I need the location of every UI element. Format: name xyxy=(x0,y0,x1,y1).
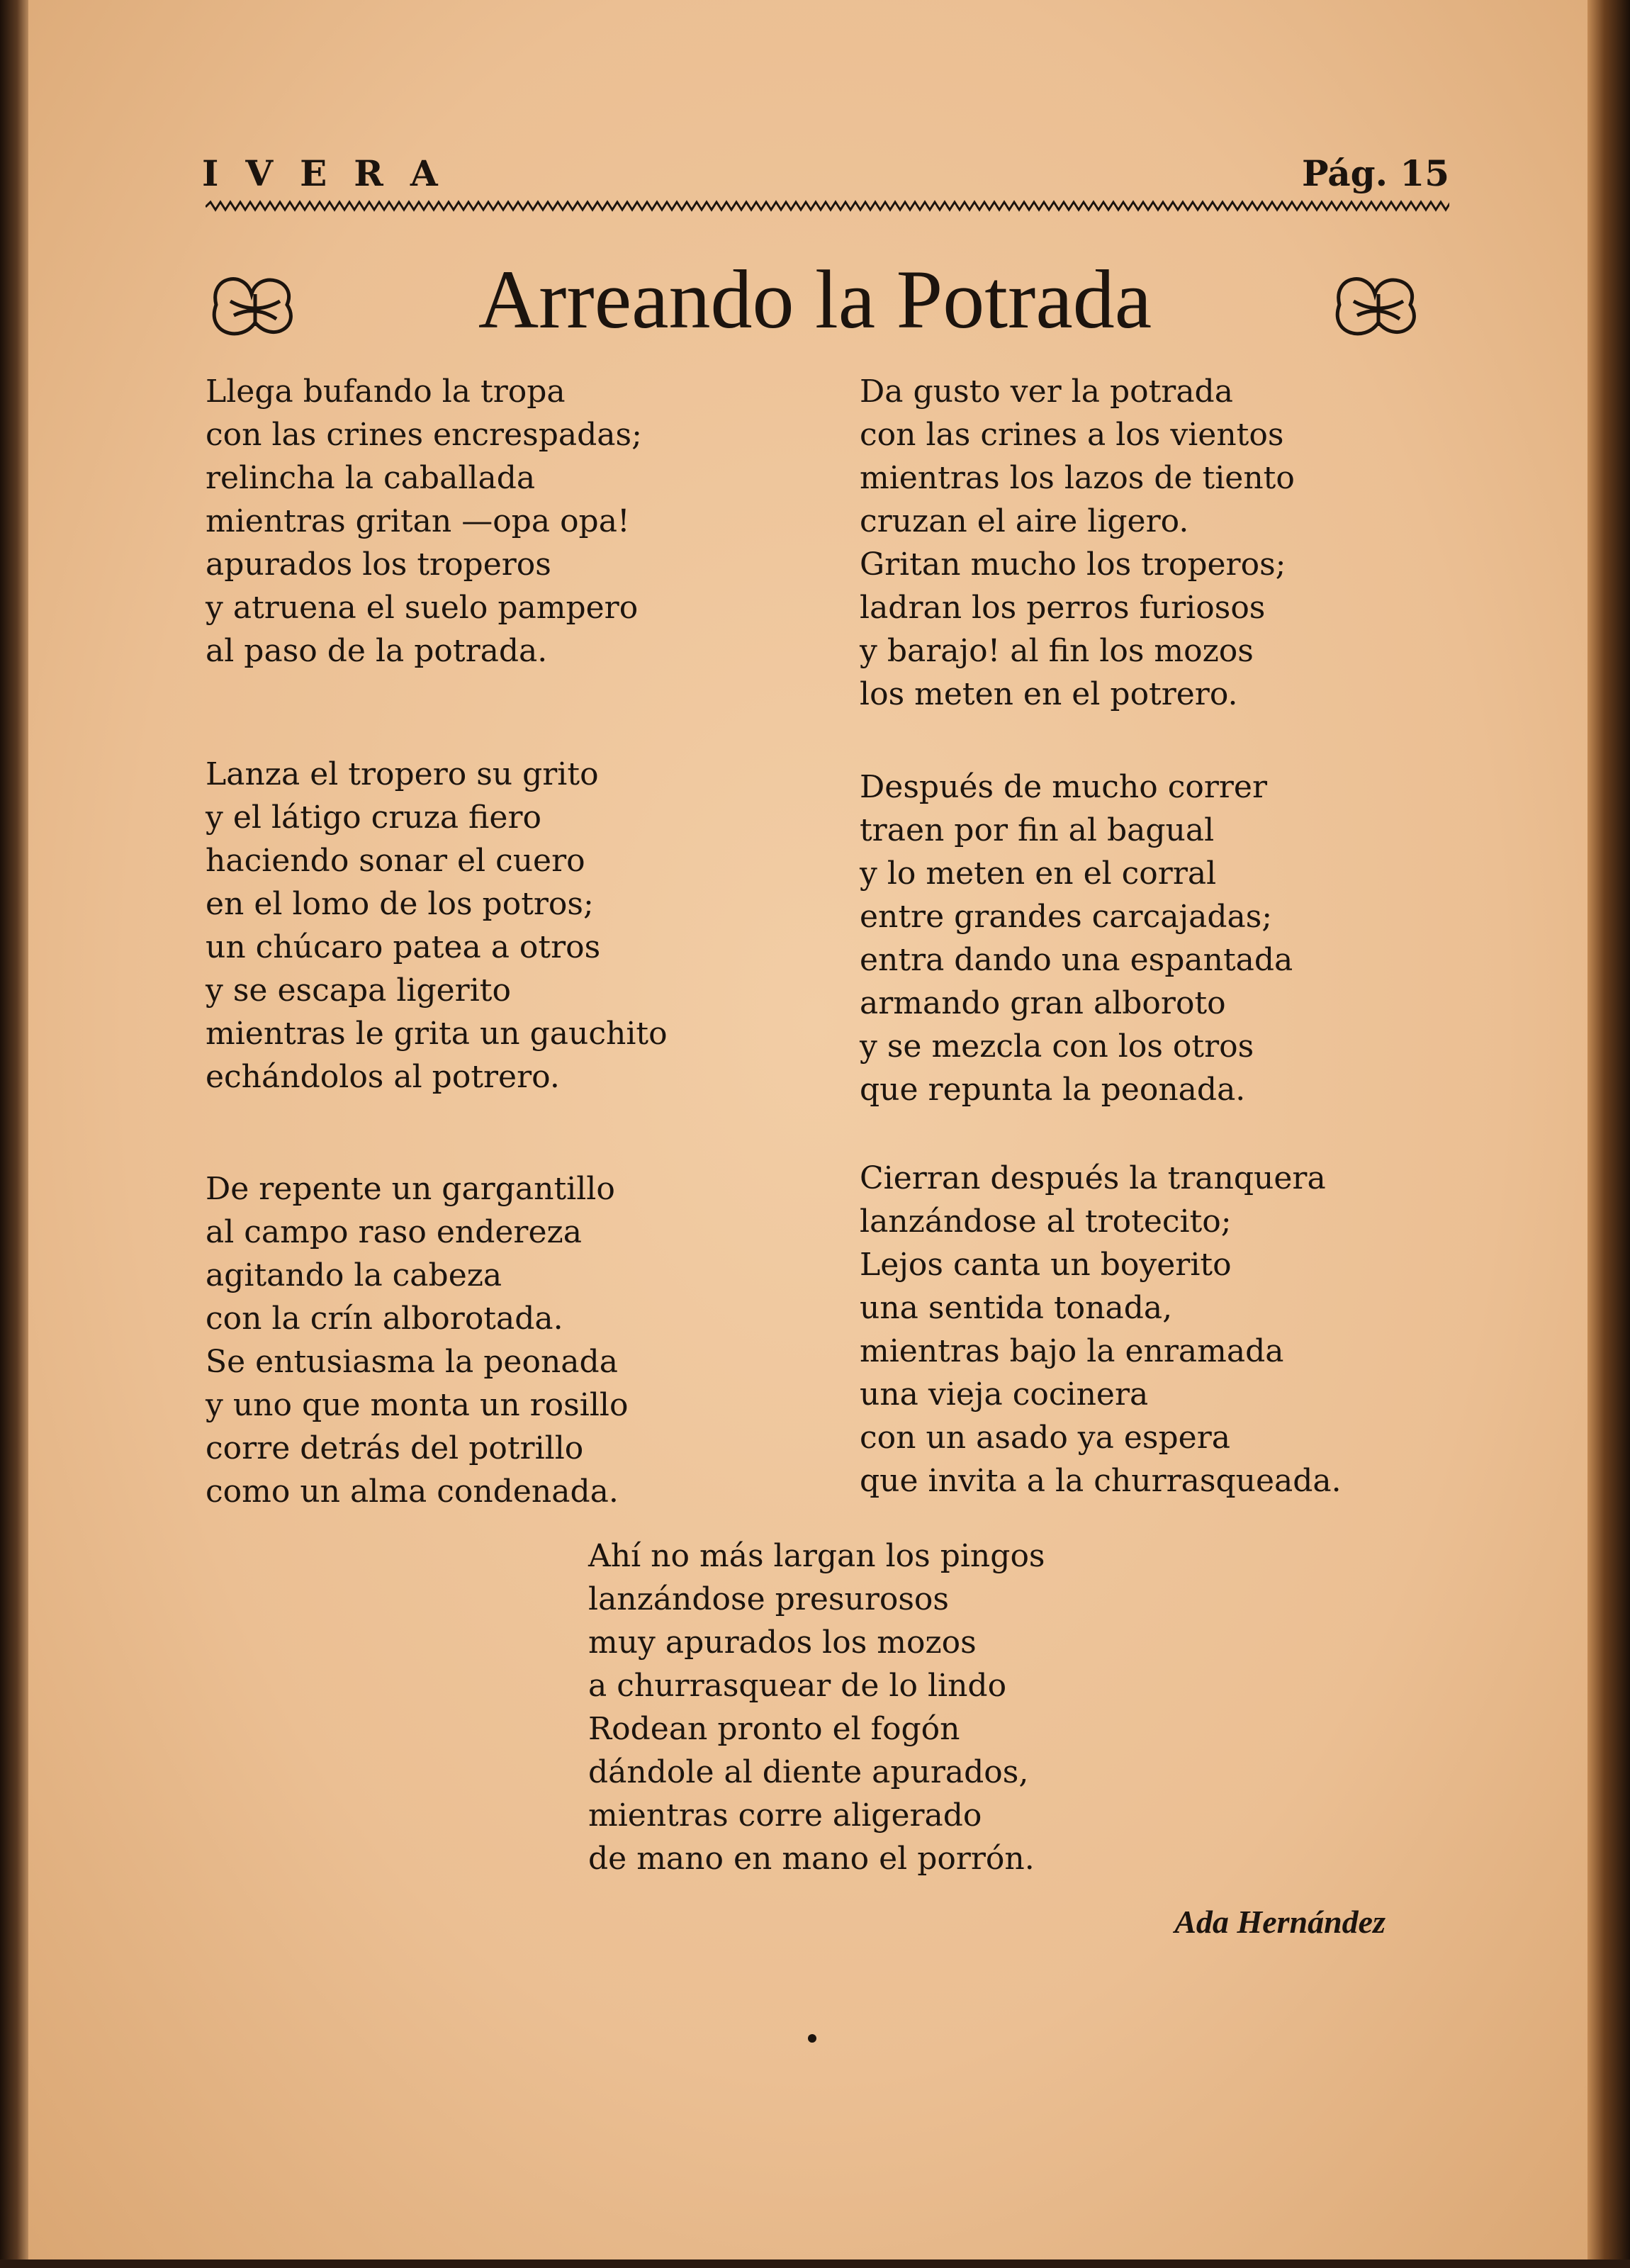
poem-line: Después de mucho correr xyxy=(860,769,1267,805)
poem-line: mientras gritan —opa opa! xyxy=(206,503,630,539)
poem-line: y atruena el suelo pampero xyxy=(206,590,639,626)
poem-line: de mano en mano el porrón. xyxy=(588,1841,1035,1877)
poem-line: echándolos al potrero. xyxy=(206,1059,560,1095)
poem-line: un chúcaro patea a otros xyxy=(206,929,601,965)
wavy-rule xyxy=(206,200,1449,214)
poem-line: al paso de la potrada. xyxy=(206,633,548,669)
stanza-7 xyxy=(588,1534,1045,1880)
poem-line: mientras bajo la enramada xyxy=(860,1333,1284,1369)
poem-line: Gritan mucho los troperos; xyxy=(860,546,1286,583)
poem-line: Cierran después la tranquera xyxy=(860,1160,1326,1196)
ornament-dot xyxy=(808,2034,816,2043)
poem-line: lanzándose presurosos xyxy=(588,1581,949,1617)
poem-line: con la crín alborotada. xyxy=(206,1301,563,1337)
poem-line: y uno que monta un rosillo xyxy=(206,1387,629,1423)
poem-line: dándole al diente apurados, xyxy=(588,1754,1029,1790)
poem-line: en el lomo de los potros; xyxy=(206,886,594,922)
poem-line: al campo raso endereza xyxy=(206,1214,582,1250)
poem-line: agitando la cabeza xyxy=(206,1257,502,1293)
poem-line: y barajo! al fin los mozos xyxy=(860,633,1254,669)
poem-line: haciendo sonar el cuero xyxy=(206,843,585,879)
magazine-name: IVERA xyxy=(202,152,465,194)
poem-line: De repente un gargantillo xyxy=(206,1171,615,1207)
poem-line: y lo meten en el corral xyxy=(860,855,1217,892)
poem-line: mientras le grita un gauchito xyxy=(206,1016,668,1052)
poem-line: relincha la caballada xyxy=(206,460,536,496)
stanza-6 xyxy=(860,1157,1342,1503)
poem-line: con las crines a los vientos xyxy=(860,417,1284,453)
stanza-5 xyxy=(860,765,1293,1111)
poem-line: Se entusiasma la peonada xyxy=(206,1344,618,1380)
poem-line: apurados los troperos xyxy=(206,546,551,583)
stanza-1 xyxy=(206,370,642,673)
poem-line: traen por fin al bagual xyxy=(860,812,1215,848)
poem-line: y se escapa ligerito xyxy=(206,972,511,1009)
poem-line: con un asado ya espera xyxy=(860,1420,1230,1456)
author-signature: Ada Hernández xyxy=(1174,1904,1386,1940)
poem-line: cruzan el aire ligero. xyxy=(860,503,1189,539)
poem-line: armando gran alboroto xyxy=(860,985,1226,1021)
poem-line: Da gusto ver la potrada xyxy=(860,374,1233,410)
poem-line: los meten en el potrero. xyxy=(860,676,1238,712)
poem-line: como un alma condenada. xyxy=(206,1473,619,1510)
stanza-2 xyxy=(206,753,668,1099)
poem-line: Lejos canta un boyerito xyxy=(860,1247,1232,1283)
poem-line: entra dando una espantada xyxy=(860,942,1293,978)
page-bottom-edge xyxy=(0,2259,1630,2268)
poem-line: Ahí no más largan los pingos xyxy=(588,1538,1045,1574)
poem-line: corre detrás del potrillo xyxy=(206,1430,584,1466)
poem-line: Llega bufando la tropa xyxy=(206,374,566,410)
poem-line: una vieja cocinera xyxy=(860,1376,1149,1413)
poem-line: con las crines encrespadas; xyxy=(206,417,642,453)
poem-line: ladran los perros furiosos xyxy=(860,590,1266,626)
poem-line: y se mezcla con los otros xyxy=(860,1028,1254,1065)
poem-line: lanzándose al trotecito; xyxy=(860,1203,1232,1240)
poem-line: una sentida tonada, xyxy=(860,1290,1173,1326)
poem-line: mientras los lazos de tiento xyxy=(860,460,1295,496)
poem-line: Rodean pronto el fogón xyxy=(588,1711,960,1747)
poem-line: que repunta la peonada. xyxy=(860,1072,1246,1108)
poem-line: que invita a la churrasqueada. xyxy=(860,1463,1342,1499)
poem-line: y el látigo cruza fiero xyxy=(206,799,541,836)
poem-title: Arreando la Potrada xyxy=(478,253,1152,346)
page-number: Pág. 15 xyxy=(1301,152,1449,194)
stanza-4 xyxy=(860,370,1295,716)
poem-line: entre grandes carcajadas; xyxy=(860,899,1273,935)
poem-line: mientras corre aligerado xyxy=(588,1797,982,1834)
stanza-3 xyxy=(206,1167,628,1513)
poem-line: Lanza el tropero su grito xyxy=(206,756,599,792)
poem-line: a churrasquear de lo lindo xyxy=(588,1668,1007,1704)
poem-line: muy apurados los mozos xyxy=(588,1624,977,1661)
